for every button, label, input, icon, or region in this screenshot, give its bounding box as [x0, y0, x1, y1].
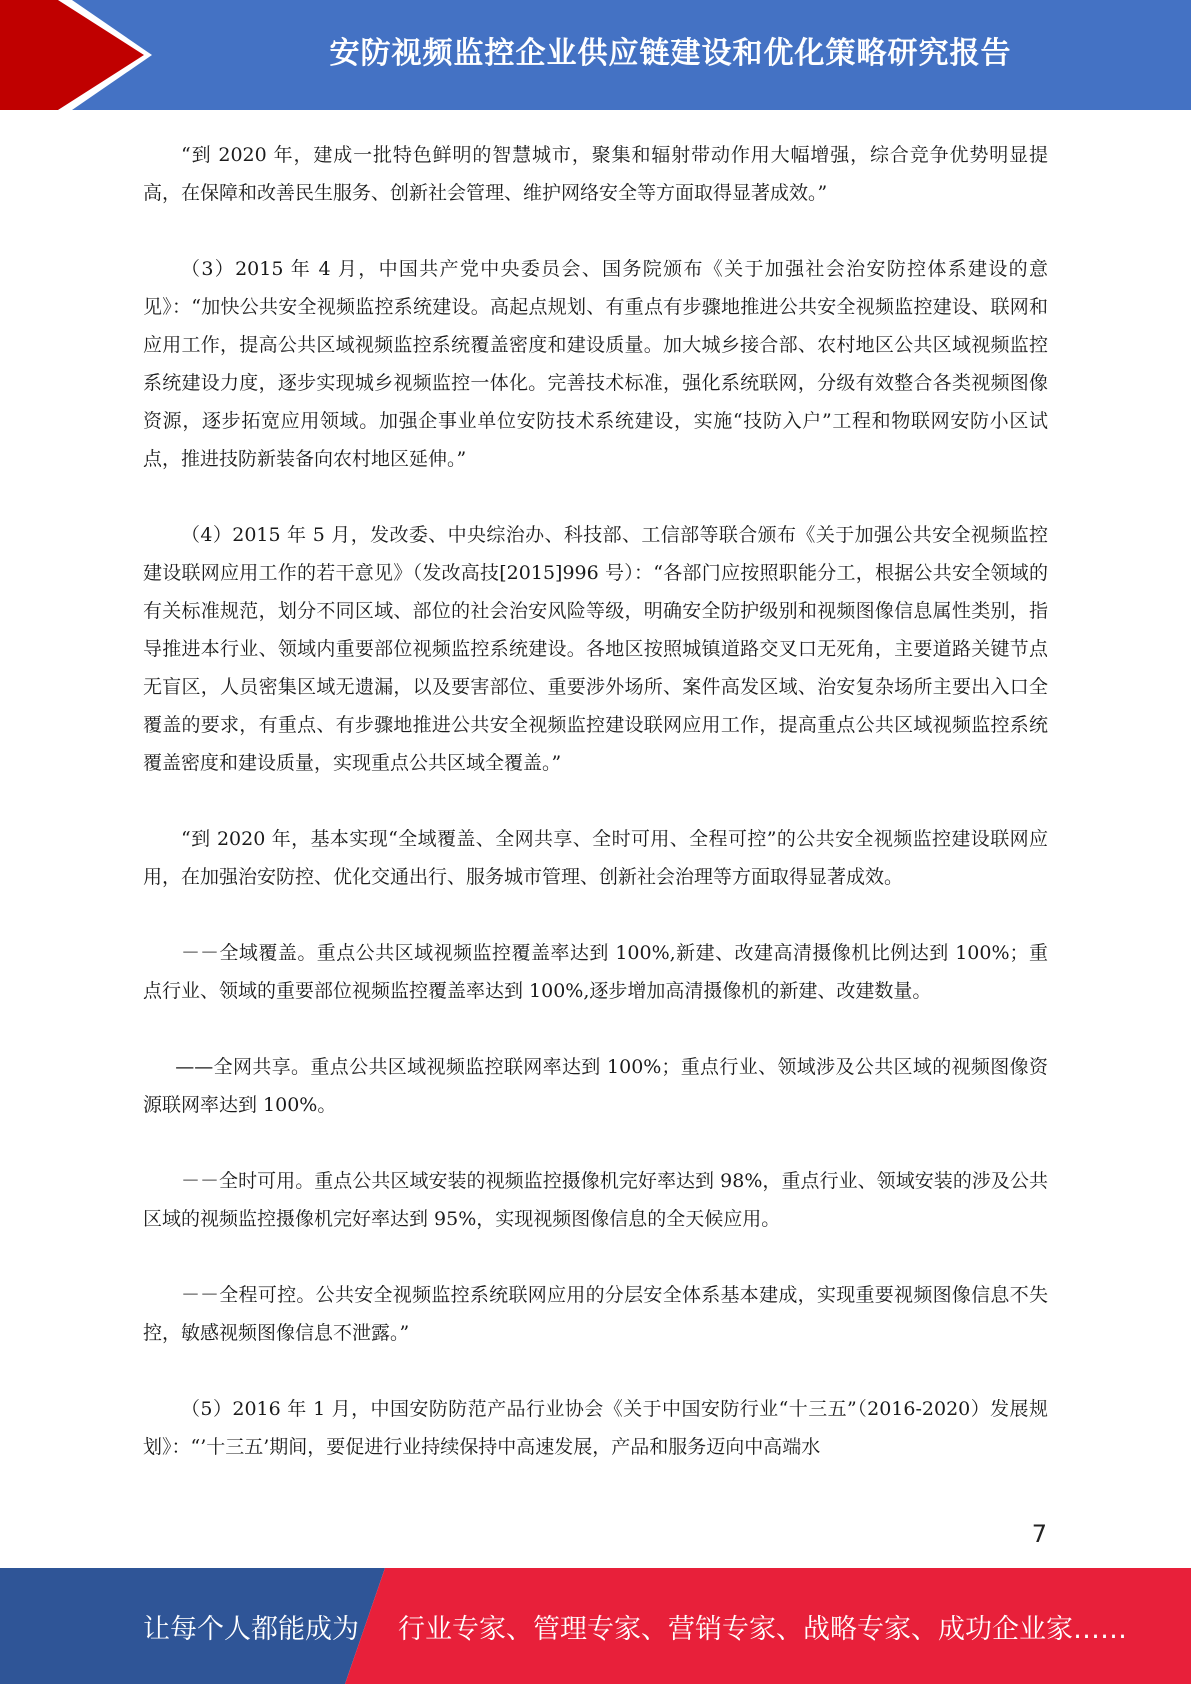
paragraph: “到 2020 年，建成一批特色鲜明的智慧城市，聚集和辐射带动作用大幅增强，综合竞争优势明显提高，在保障和改善民生服务、创新社会管理、维护网络安全等方面取得显著成效。” — [143, 144, 1048, 204]
paragraph: ——全网共享。重点公共区域视频监控联网率达到 100%；重点行业、领域涉及公共区域的视频图像资源联网率达到 100%。 — [143, 1056, 1048, 1116]
report-title: 安防视频监控企业供应链建设和优化策略研究报告 — [329, 36, 1012, 71]
paragraph: （4）2015 年 5 月，发改委、中央综治办、科技部、工信部等联合颁布《关于加强公共安全视频监控建设联网应用工作的若干意见》（发改高技[2015]996 号）：“各部门应按照职能分工，根据公共安全领域的有关标准规范，划分不同区域、部位的社会治安风险等级，明确安全防护级别和视频图像信息属性类别，指导推进本行业、领域内重要部位视频监控系统建设。各地区按照城镇道路交叉口无死角，主要道路关键节点无盲区，人员密集区域无遗漏，以及要害部位、重要涉外场所、案件高发区域、治安复杂场所主要出入口全覆盖的要求，有重点、有步骤地推进公共安全视频监控建设联网应用工作，提高重点公共区域视频监控系统覆盖密度和建设质量，实现重点公共区域全覆盖。” — [143, 524, 1048, 774]
page-header — [0, 0, 1191, 110]
document-body — [143, 136, 1048, 1504]
header-chevron-icon — [0, 0, 160, 110]
paragraph: （5）2016 年 1 月，中国安防防范产品行业协会《关于中国安防行业“十三五”（2016-2020）发展规划》：“’十三五’期间，要促进行业持续保持中高速发展，产品和服务迈向中高端水 — [143, 1398, 1048, 1458]
footer-slogan-right: 行业专家、管理专家、营销专家、战略专家、成功企业家…… — [398, 1613, 1127, 1645]
footer-slogan-left: 让每个人都能成为 — [143, 1613, 359, 1645]
page-footer — [0, 1568, 1191, 1684]
paragraph: －－全程可控。公共安全视频监控系统联网应用的分层安全体系基本建成，实现重要视频图像信息不失控，敏感视频图像信息不泄露。” — [143, 1284, 1048, 1344]
paragraph: －－全时可用。重点公共区域安装的视频监控摄像机完好率达到 98%，重点行业、领域安装的涉及公共区域的视频监控摄像机完好率达到 95%，实现视频图像信息的全天候应用。 — [143, 1170, 1048, 1230]
paragraph: “到 2020 年，基本实现“全域覆盖、全网共享、全时可用、全程可控”的公共安全视频监控建设联网应用，在加强治安防控、优化交通出行、服务城市管理、创新社会治理等方面取得显著成效。 — [143, 828, 1048, 888]
paragraph: （3）2015 年 4 月，中国共产党中央委员会、国务院颁布《关于加强社会治安防控体系建设的意见》：“加快公共安全视频监控系统建设。高起点规划、有重点有步骤地推进公共安全视频监控建设、联网和应用工作，提高公共区域视频监控系统覆盖密度和建设质量。加大城乡接合部、农村地区公共区域视频监控系统建设力度，逐步实现城乡视频监控一体化。完善技术标准，强化系统联网，分级有效整合各类视频图像资源，逐步拓宽应用领域。加强企事业单位安防技术系统建设，实施“技防入户”工程和物联网安防小区试点，推进技防新装备向农村地区延伸。” — [143, 258, 1048, 470]
page-number: 7 — [1031, 1520, 1047, 1548]
paragraph: －－全域覆盖。重点公共区域视频监控覆盖率达到 100%,新建、改建高清摄像机比例达到 100%；重点行业、领域的重要部位视频监控覆盖率达到 100%,逐步增加高清摄像机的新建、改建数量。 — [143, 942, 1048, 1002]
